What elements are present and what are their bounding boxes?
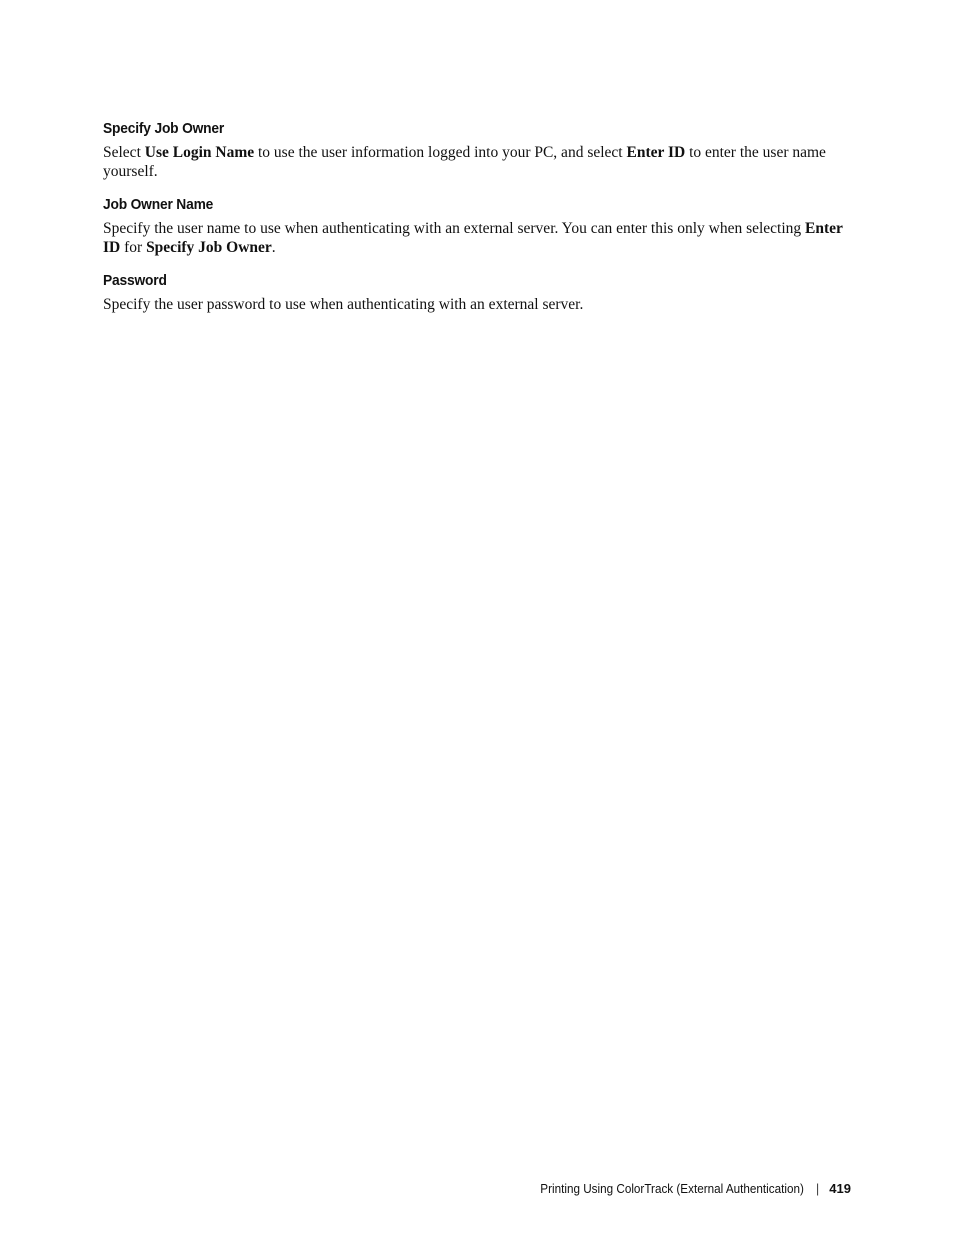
section-body	[103, 144, 855, 181]
section-job-owner-name	[103, 195, 855, 257]
body-emphasis: Specify Job Owner	[146, 238, 272, 256]
section-heading: Job Owner Name	[103, 196, 214, 213]
body-text: to enter the user name yourself.	[103, 144, 826, 180]
section-heading: Password	[103, 272, 167, 289]
body-emphasis: Enter ID	[626, 144, 686, 161]
body-emphasis: Use Login Name	[144, 144, 255, 161]
footer-chapter-title: Printing Using ColorTrack (External Authentication)	[540, 1181, 804, 1196]
body-text: to use the user information logged into your PC, and select	[254, 144, 627, 161]
section-password	[103, 271, 855, 315]
body-emphasis: Enter ID	[103, 220, 843, 256]
body-text: Specify the user name to use when authenticating with an external server. You can enter this only when selecting	[103, 220, 806, 237]
body-text: .	[271, 238, 276, 256]
page-number: 419	[829, 1181, 851, 1196]
body-text: Select	[103, 144, 145, 161]
section-specify-job-owner	[103, 119, 855, 181]
footer-separator: |	[815, 1181, 820, 1196]
section-heading: Specify Job Owner	[103, 120, 225, 137]
body-text: Specify the user password to use when authenticating with an external server.	[103, 296, 584, 313]
document-content	[103, 119, 855, 329]
section-body	[103, 220, 855, 257]
page-footer	[511, 1180, 851, 1198]
section-body	[103, 296, 855, 315]
body-text: for	[120, 238, 147, 256]
